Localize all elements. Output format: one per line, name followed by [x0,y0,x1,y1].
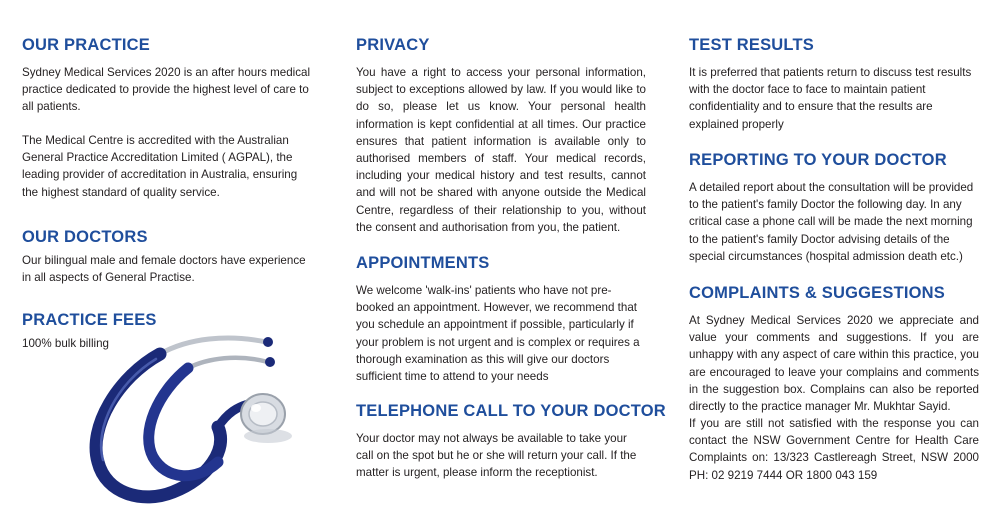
our-practice-heading: OUR PRACTICE [22,36,150,54]
our-practice-para1: Sydney Medical Services 2020 is an after hours medical practice dedicated to provide the highest level of care to all patients. [22,66,311,114]
stethoscope-icon [78,332,328,507]
appointments-heading: APPOINTMENTS [356,254,490,272]
test-results-text: It is preferred that patients return to discuss test results with the doctor face to face to maintain patient confidentiality and to ensure that the results are explained properly [689,66,972,131]
privacy-heading: PRIVACY [356,36,430,54]
privacy-text: You have a right to access your personal information, subject to exceptions allowed by law. If you would like to do so, please let us know. Your personal health information is kept confidential at all times. Our practice ensures that patient information is available only to authorised members of staff. Your medical records, including your medical history and test results, cannot and will not be shared with anyone outside the Medical Centre, regardless of their relationship to you, without the consent and authorisation from you, the patient. [356,66,646,234]
complaints-heading: COMPLAINTS & SUGGESTIONS [689,284,945,302]
reporting-heading: REPORTING TO YOUR DOCTOR [689,151,947,169]
telephone-heading: TELEPHONE CALL TO YOUR DOCTOR [356,402,666,420]
telephone-text: Your doctor may not always be available to take your call on the spot but he or she will return your call. If the matter is urgent, please inform the receptionist. [356,432,637,480]
test-results-heading: TEST RESULTS [689,36,814,54]
our-doctors-text: Our bilingual male and female doctors have experience in all aspects of General Practise. [22,254,306,285]
our-practice-para2: The Medical Centre is accredited with the Australian General Practice Accreditation Limited ( AGPAL), the leading provider of accreditation in Australia, ensuring the highest standard of quality service. [22,134,298,199]
reporting-text: A detailed report about the consultation will be provided to the patient's family Doctor the following day. In any critical case a phone call will be made the next morning to the patient's family Doctor advising details of the special circumstances (hospital admission death etc.) [689,181,974,263]
complaints-para2: If you are still not satisfied with the response you can contact the NSW Government Centre for Health Care Complaints on: 13/323 Castlereagh Street, NSW 2000 PH: 02 9219 7444 OR 1800 043 159 [689,417,979,482]
appointments-text: We welcome 'walk-ins' patients who have not pre-booked an appointment. However, we recommend that you schedule an appointment if possible, particularly if your problem is not urgent and is complex or requires a thorough examination as this will give our doctors sufficient time to attend to your needs [356,284,640,384]
practice-fees-heading: PRACTICE FEES [22,311,157,329]
complaints-para1: At Sydney Medical Services 2020 we appreciate and value your comments and suggestions. If you are unhappy with any aspect of care within this practice, you are encouraged to leave your complains and comments in the suggestion box. Complains can also be reported directly to the practice manager Mr. Mukhtar Sayid. [689,314,979,414]
our-doctors-heading: OUR DOCTORS [22,228,148,246]
practice-fees-text: 100% bulk billing [22,337,110,350]
